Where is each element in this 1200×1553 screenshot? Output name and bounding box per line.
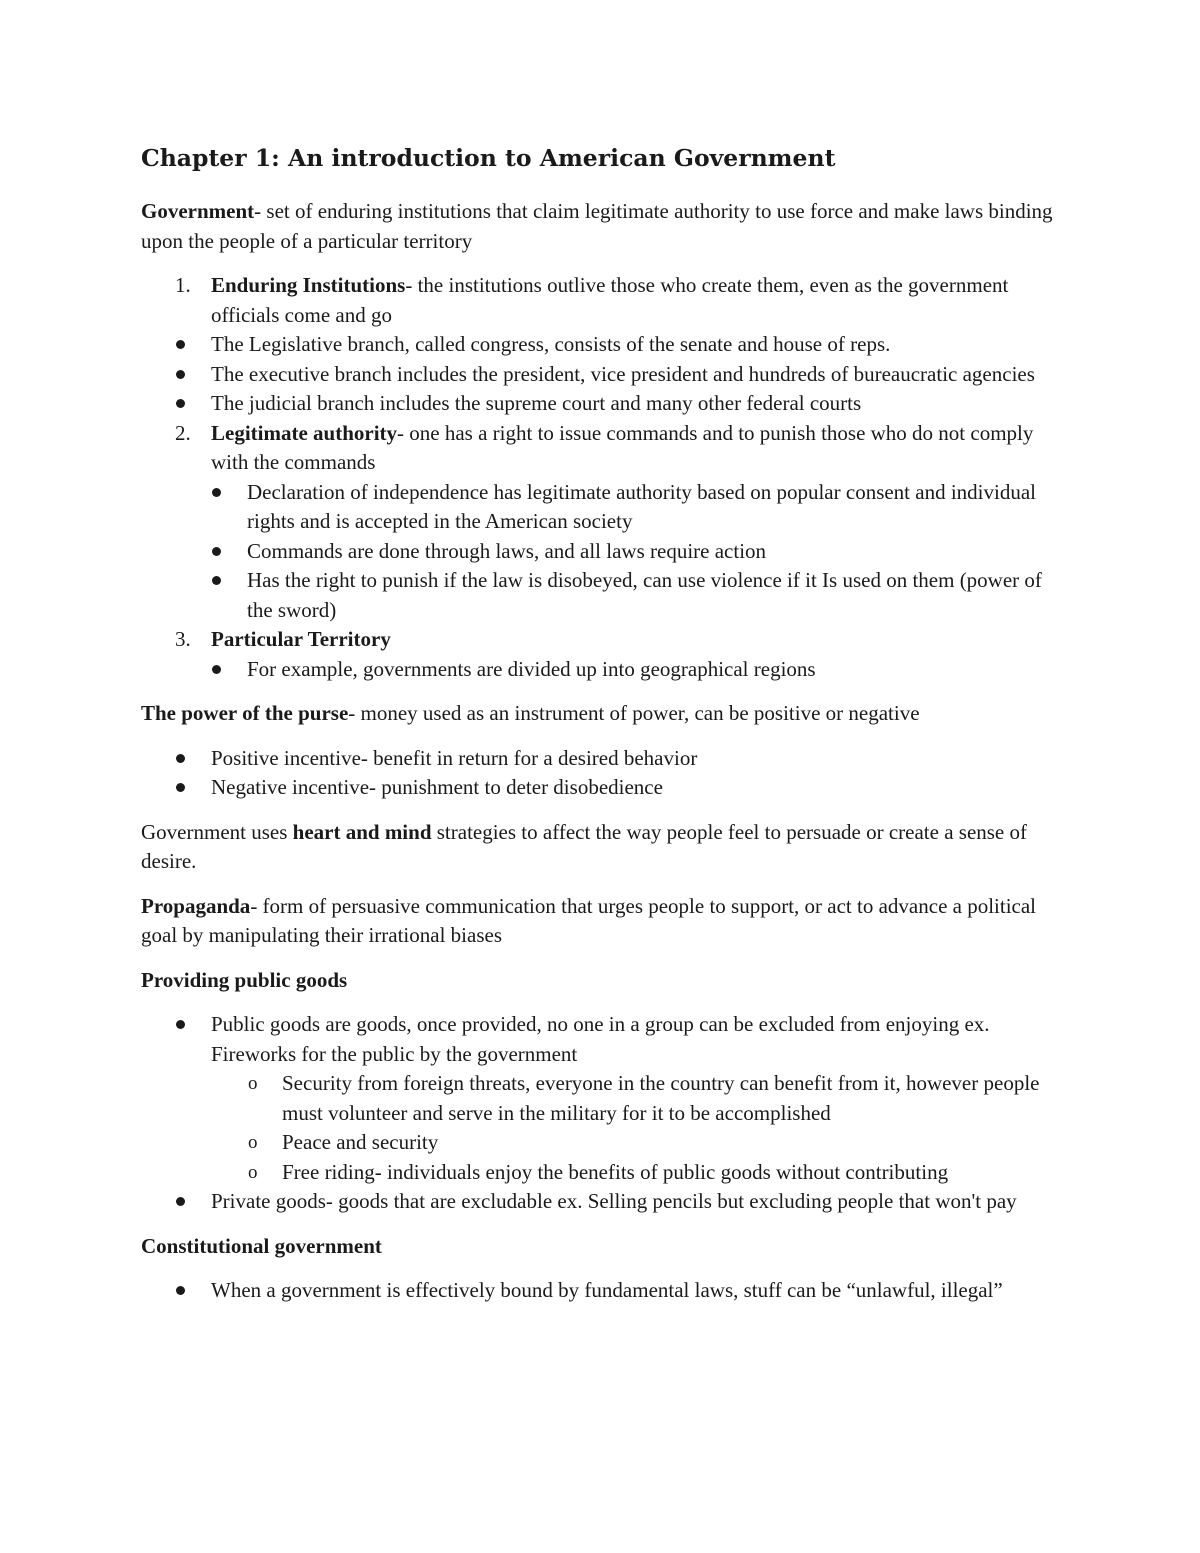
list-item <box>141 1010 1066 1069</box>
list-item <box>141 566 1066 625</box>
bullet-text: Public goods are goods, once provided, no one in a group can be excluded from enjoying ex. Fireworks for the public by the government <box>211 1012 990 1066</box>
bullet-text: The Legislative branch, called congress, consists of the senate and house of reps. <box>211 332 891 356</box>
bullet-icon <box>176 1286 185 1295</box>
legitimate-def: - one has a right to issue commands and to punish those who do not comply with the commands <box>211 420 1034 474</box>
bullet-icon <box>176 399 185 408</box>
bullet-text: Security from foreign threats, everyone in the country can benefit from it, however people must volunteer and serve in the military for it to be accomplished <box>282 1071 1040 1125</box>
bullet-icon <box>176 754 185 763</box>
bullet-text: When a government is effectively bound by fundamental laws, stuff can be “unlawful, illegal” <box>211 1278 1003 1302</box>
enduring-def: - the institutions outlive those who create them, even as the government officials come and go <box>211 273 1009 327</box>
constitutional-heading: Constitutional government <box>141 1233 382 1258</box>
list-item <box>141 1158 1066 1188</box>
list-item <box>141 330 1066 360</box>
list-number: 1. <box>175 273 191 297</box>
public-goods-list <box>141 1010 1066 1217</box>
bullet-icon <box>176 1020 185 1029</box>
public-goods-heading: Providing public goods <box>141 967 348 992</box>
list-item-enduring-institutions <box>141 271 1066 330</box>
purse-term: The power of the purse <box>141 701 349 725</box>
propaganda-definition <box>141 892 1066 951</box>
list-item <box>141 1069 1066 1128</box>
list-number: 3. <box>175 627 191 651</box>
circle-bullet-icon: o <box>248 1161 258 1183</box>
bullet-text: Free riding- individuals enjoy the benefits of public goods without contributing <box>282 1159 949 1184</box>
purse-def: - money used as an instrument of power, can be positive or negative <box>348 701 920 725</box>
bullet-text: The executive branch includes the president, vice president and hundreds of bureaucratic agencies <box>211 361 1035 386</box>
bullet-text: Declaration of independence has legitimate authority based on popular consent and individual rights and is accepted in the American society <box>247 479 1036 533</box>
circle-bullet-icon: o <box>248 1132 258 1153</box>
propaganda-term: Propaganda <box>141 893 251 918</box>
territory-term: Particular Territory <box>211 627 391 651</box>
bullet-icon <box>176 340 185 349</box>
circle-bullet-icon: o <box>248 1073 258 1094</box>
heart-term: heart and mind <box>292 819 432 844</box>
legitimate-term: Legitimate authority <box>211 420 398 445</box>
purse-definition <box>141 699 1066 729</box>
government-def: - set of enduring institutions that claim legitimate authority to use force and make laws binding upon the people of a particular territory <box>141 199 1053 253</box>
government-components-list <box>141 271 1066 684</box>
list-item <box>141 478 1066 537</box>
bullet-text: Negative incentive- punishment to deter disobedience <box>211 775 663 799</box>
bullet-icon <box>176 783 185 792</box>
government-definition <box>141 197 1066 256</box>
bullet-icon <box>212 576 221 585</box>
list-item <box>141 537 1066 567</box>
bullet-icon <box>212 488 221 497</box>
heart-and-mind-paragraph <box>141 818 1066 877</box>
bullet-icon <box>212 547 221 556</box>
list-item-legitimate-authority <box>141 419 1066 478</box>
enduring-term: Enduring Institutions <box>211 273 406 297</box>
bullet-icon <box>176 370 185 379</box>
list-item <box>141 1187 1066 1217</box>
heart-post: strategies to affect the way people feel to persuade or create a sense of desire. <box>141 819 1027 873</box>
list-item <box>141 389 1066 419</box>
list-item <box>141 360 1066 390</box>
list-item <box>141 1128 1066 1158</box>
list-item-particular-territory <box>141 625 1066 655</box>
list-number: 2. <box>175 420 191 445</box>
list-item <box>141 773 1066 803</box>
list-item <box>141 655 1066 685</box>
government-term: Government <box>141 199 255 223</box>
list-item <box>141 744 1066 774</box>
bullet-text: Positive incentive- benefit in return for a desired behavior <box>211 745 698 770</box>
purse-list <box>141 744 1066 803</box>
bullet-text: Private goods- goods that are excludable ex. Selling pencils but excluding people that won't pay <box>211 1189 1017 1213</box>
bullet-text: Has the right to punish if the law is disobeyed, can use violence if it Is used on them (power of the sword) <box>247 568 1042 622</box>
list-item <box>141 1276 1066 1306</box>
document-page <box>141 140 1066 1321</box>
page-title: Chapter 1: An introduction to American Government <box>141 144 836 172</box>
bullet-icon <box>212 665 221 674</box>
heart-pre: Government uses <box>141 819 293 844</box>
bullet-text: For example, governments are divided up into geographical regions <box>247 656 816 681</box>
bullet-text: The judicial branch includes the supreme court and many other federal courts <box>211 391 862 415</box>
constitutional-list <box>141 1276 1066 1306</box>
bullet-icon <box>176 1197 185 1206</box>
bullet-text: Peace and security <box>282 1130 439 1154</box>
propaganda-def: - form of persuasive communication that urges people to support, or act to advance a political goal by manipulating their irrational biases <box>141 893 1037 947</box>
bullet-text: Commands are done through laws, and all laws require action <box>247 538 767 563</box>
